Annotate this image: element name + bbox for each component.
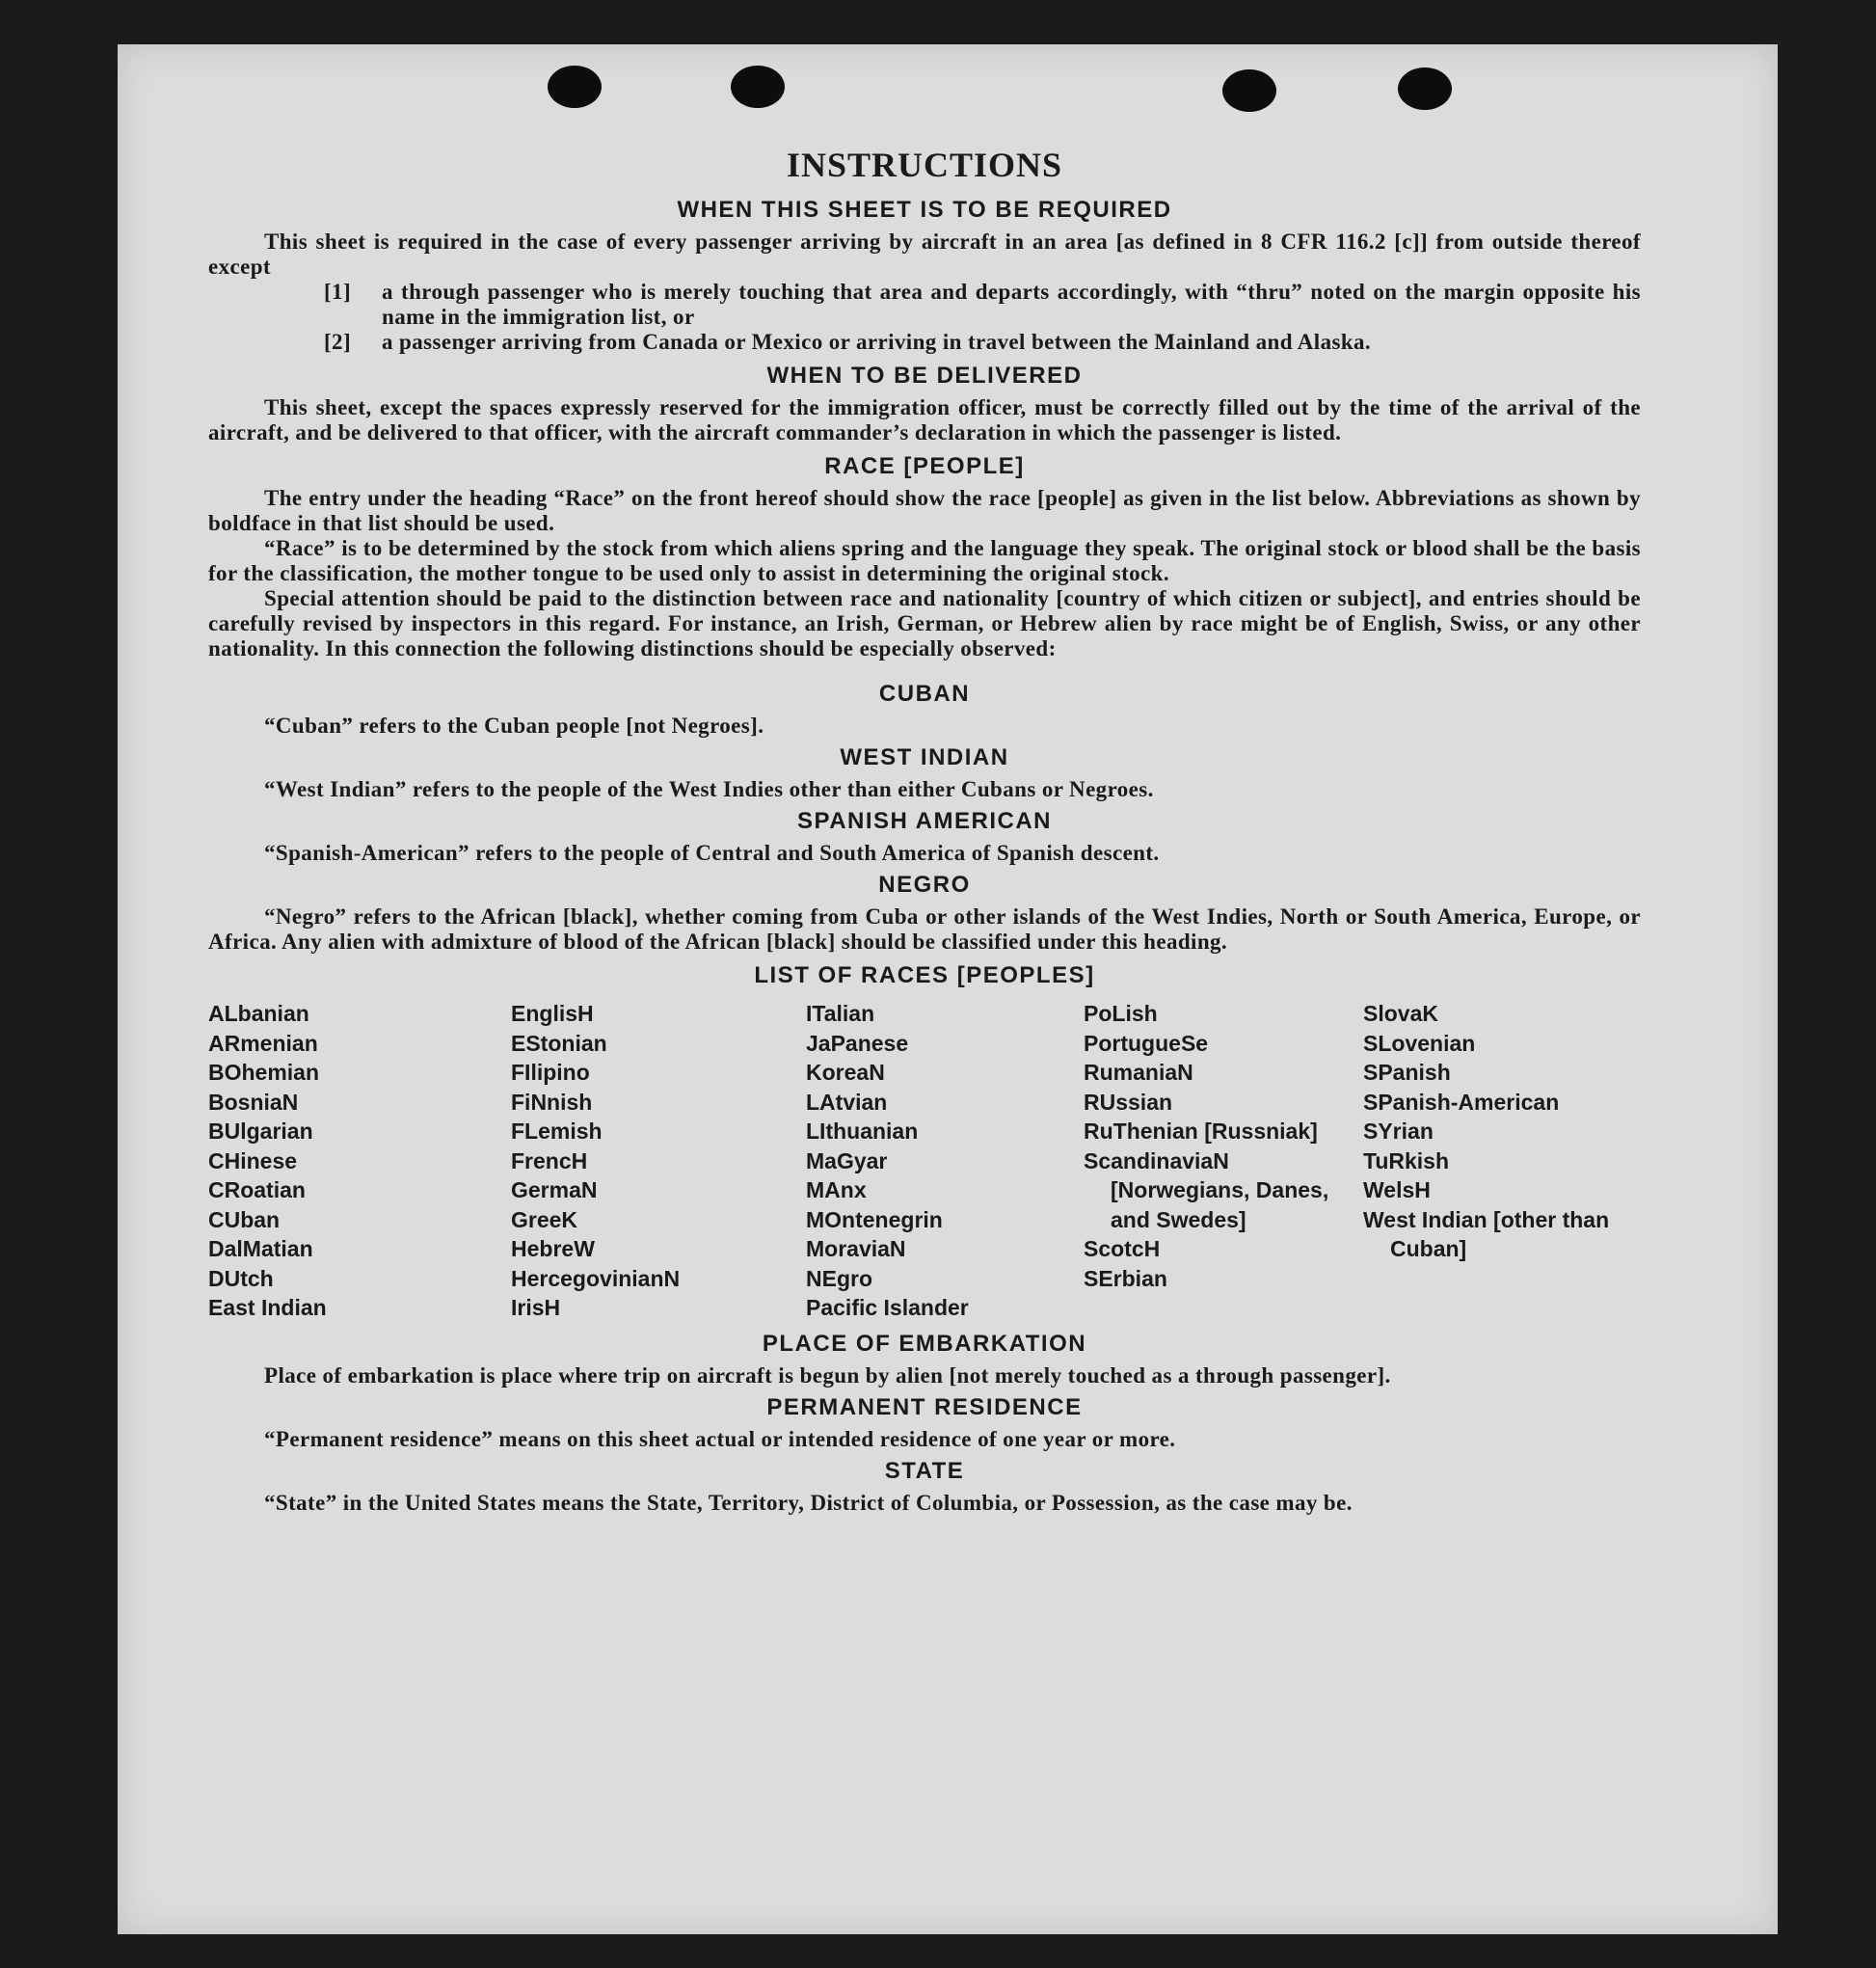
race-entry: HebreW [511, 1236, 595, 1261]
heading-place-of-embarkation: PLACE OF EMBARKATION [762, 1330, 1087, 1357]
races-column [511, 999, 806, 1323]
heading-negro: NEGRO [878, 872, 971, 898]
race-entry: EnglisH [511, 1001, 594, 1026]
race-entry: MaGyar [806, 1147, 888, 1173]
race-entry: SlovaK [1363, 1001, 1438, 1026]
heading-when-required: WHEN THIS SHEET IS TO BE REQUIRED [677, 197, 1172, 223]
race-entry: ARmenian [208, 1030, 318, 1056]
exception-item [208, 280, 1641, 330]
west-indian-text: “West Indian” refers to the people of the West Indies other than either Cubans or Negroes. [264, 777, 1154, 801]
race-entry: BUlgarian [208, 1119, 313, 1144]
race-entry: HercegovinianN [511, 1265, 681, 1291]
residence-text: “Permanent residence” means on this sheet actual or intended residence of one year or more. [264, 1426, 1176, 1451]
races-column [1363, 999, 1641, 1323]
race-entry: CRoatian [208, 1177, 306, 1202]
punch-hole [548, 66, 602, 108]
required-intro: This sheet is required in the case of every passenger arriving by aircraft in an area [as defined in 8 CFR 116.2 [c]] from outside thereof except [208, 229, 1641, 279]
punch-hole [731, 66, 785, 108]
exception-item [208, 330, 1641, 355]
race-entry: SErbian [1084, 1265, 1167, 1291]
exception-text: a through passenger who is merely touching that area and departs accordingly, with “thru” noted on the margin opposite his name in the immigration list, or [382, 280, 1641, 329]
race-entry: GermaN [511, 1177, 598, 1202]
race-entry: FrencH [511, 1147, 588, 1173]
negro-text: “Negro” refers to the African [black], whether coming from Cuba or other islands of the West Indies, North or South America, Europe, or Africa. Any alien with admixture of blood of the African [black] should be classified under this heading. [208, 904, 1641, 954]
race-entry: RUssian [1084, 1089, 1173, 1115]
race-entry: PortugueSe [1084, 1030, 1209, 1056]
instructions-content [208, 145, 1641, 1516]
exception-text: a passenger arriving from Canada or Mexico or arriving in travel between the Mainland and Alaska. [382, 330, 1372, 354]
race-entry: CUban [208, 1206, 281, 1232]
race-paragraph-3: Special attention should be paid to the distinction between race and nationality [country of which citizen or subject], and entries should be carefully revised by inspectors in this regard. For instance, an Irish, German, or Hebrew alien by race might be of English, Swiss, or any other nationality. In this connection the following distinctions should be especially observed: [208, 586, 1641, 660]
race-entry: MoraviaN [806, 1236, 906, 1261]
races-column [208, 999, 511, 1323]
cuban-text: “Cuban” refers to the Cuban people [not Negroes]. [264, 714, 764, 738]
race-entry: PoLish [1084, 1001, 1158, 1026]
race-entry: EStonian [511, 1030, 607, 1056]
race-entry: DalMatian [208, 1236, 313, 1261]
race-paragraph-2: “Race” is to be determined by the stock from which aliens spring and the language they speak. The original stock or blood shall be the basis for the classification, the mother tongue to be used only to assist in determining the original stock. [208, 536, 1641, 585]
race-entry: ALbanian [208, 1001, 309, 1026]
races-list [208, 999, 1641, 1323]
races-column [806, 999, 1084, 1323]
race-entry: SLovenian [1363, 1030, 1476, 1056]
race-entry: Pacific Islander [806, 1295, 969, 1320]
heading-west-indian: WEST INDIAN [840, 744, 1009, 770]
race-entry: SYrian [1363, 1119, 1434, 1144]
race-entry: WelsH [1363, 1177, 1431, 1202]
heading-state: STATE [884, 1457, 965, 1484]
heading-spanish-american: SPANISH AMERICAN [796, 808, 1052, 834]
race-entry: LAtvian [806, 1089, 888, 1115]
race-paragraph-1: The entry under the heading “Race” on the front hereof should show the race [people] as given in the list below. Abbreviations as shown by boldface in that list should be used. [208, 486, 1641, 535]
race-entry: DUtch [208, 1265, 274, 1291]
race-entry: RumaniaN [1084, 1060, 1193, 1085]
race-entry: KoreaN [806, 1060, 885, 1085]
race-entry: FLemish [511, 1119, 603, 1144]
exception-number: [1] [324, 280, 352, 304]
race-entry: LIthuanian [806, 1119, 919, 1144]
race-entry: GreeK [511, 1206, 578, 1232]
race-entry: NEgro [806, 1265, 872, 1291]
race-entry: MOntenegrin [806, 1206, 943, 1232]
race-entry: East Indian [208, 1295, 327, 1320]
race-entry: West Indian [other than Cuban] [1363, 1206, 1610, 1261]
exception-list [208, 280, 1641, 355]
heading-permanent-residence: PERMANENT RESIDENCE [766, 1393, 1083, 1420]
embarkation-text: Place of embarkation is place where trip on aircraft is begun by alien [not merely touched as a through passenger]. [264, 1362, 1391, 1388]
race-entry: RuThenian [Russniak] [1084, 1119, 1318, 1144]
race-entry: JaPanese [806, 1030, 909, 1056]
race-entry: SPanish [1363, 1060, 1451, 1085]
page-title: INSTRUCTIONS [786, 146, 1063, 184]
race-entry: BOhemian [208, 1060, 320, 1085]
exception-number: [2] [324, 330, 352, 354]
race-entry: BosniaN [208, 1089, 299, 1115]
punch-hole [1222, 69, 1276, 112]
race-entry: FiNnish [511, 1089, 593, 1115]
race-entry: MAnx [806, 1177, 867, 1202]
spanish-american-text: “Spanish-American” refers to the people of Central and South America of Spanish descent. [264, 841, 1160, 865]
heading-cuban: CUBAN [878, 681, 971, 707]
race-entry: FIlipino [511, 1060, 590, 1085]
punch-hole [1398, 67, 1452, 110]
race-entry: ITalian [806, 1001, 875, 1026]
race-entry: ScandinaviaN [Norwegians, Danes, and Swedes] [1084, 1147, 1329, 1232]
race-entry: SPanish-American [1363, 1089, 1560, 1115]
heading-list-of-races: LIST OF RACES [PEOPLES] [754, 962, 1095, 988]
races-column [1084, 999, 1363, 1323]
heading-when-delivered: WHEN TO BE DELIVERED [766, 363, 1083, 389]
race-entry: ScotcH [1084, 1236, 1161, 1261]
document-sheet [118, 44, 1778, 1934]
race-entry: CHinese [208, 1147, 298, 1173]
state-text: “State” in the United States means the State, Territory, District of Columbia, or Possession, as the case may be. [264, 1490, 1353, 1515]
race-entry: TuRkish [1363, 1147, 1450, 1173]
heading-race: RACE [PEOPLE] [824, 453, 1025, 479]
race-entry: IrisH [511, 1295, 561, 1320]
delivered-text: This sheet, except the spaces expressly reserved for the immigration officer, must be correctly filled out by the time of the arrival of the aircraft, and be delivered to that officer, with the aircraft commander’s declaration in which the passenger is listed. [208, 395, 1641, 445]
